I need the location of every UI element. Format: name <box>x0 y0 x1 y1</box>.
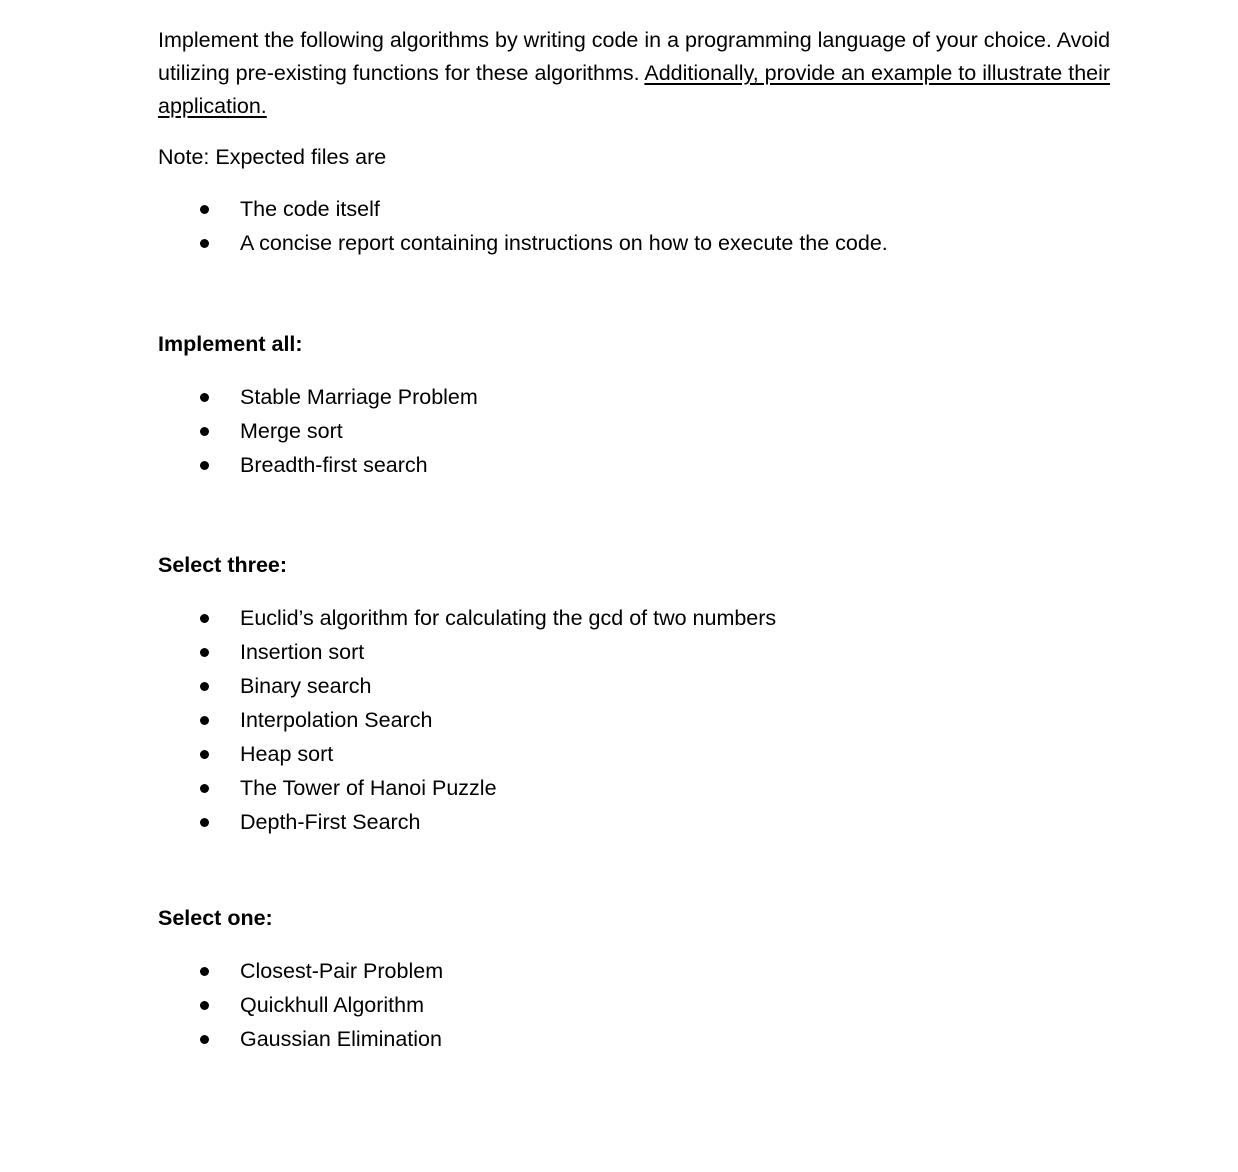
list-item-label: The code itself <box>240 197 380 221</box>
implement-all-list <box>158 380 1158 482</box>
list-item <box>158 448 1158 482</box>
bullet-icon <box>200 1001 209 1010</box>
list-item-label: Binary search <box>240 674 372 698</box>
list-item-label: Heap sort <box>240 742 334 766</box>
list-item-label: Closest-Pair Problem <box>240 959 444 983</box>
list-item-label: Interpolation Search <box>240 708 433 732</box>
list-item <box>158 954 1158 988</box>
bullet-icon <box>200 205 209 214</box>
list-item <box>158 703 1158 737</box>
list-item <box>158 771 1158 805</box>
list-item-label: The Tower of Hanoi Puzzle <box>240 776 497 800</box>
list-item <box>158 669 1158 703</box>
list-item <box>158 192 1158 226</box>
bullet-icon <box>200 1035 209 1044</box>
intro-paragraph <box>158 24 1158 123</box>
list-item-label: A concise report containing instructions on how to execute the code. <box>240 231 888 255</box>
list-item <box>158 226 1158 260</box>
bullet-icon <box>200 818 209 827</box>
bullet-icon <box>200 614 209 623</box>
list-item-label: Breadth-first search <box>240 453 428 477</box>
implement-all-heading: Implement all: <box>158 332 303 356</box>
note-text: Note: Expected files are <box>158 145 387 169</box>
list-item-label: Quickhull Algorithm <box>240 993 425 1017</box>
select-three-heading: Select three: <box>158 553 288 577</box>
bullet-icon <box>200 393 209 402</box>
list-item <box>158 635 1158 669</box>
list-item-label: Stable Marriage Problem <box>240 385 478 409</box>
list-item <box>158 414 1158 448</box>
bullet-icon <box>200 784 209 793</box>
document-page <box>158 24 1158 1056</box>
list-item-label: Depth-First Search <box>240 810 421 834</box>
bullet-icon <box>200 427 209 436</box>
list-item <box>158 380 1158 414</box>
list-item-label: Gaussian Elimination <box>240 1027 442 1051</box>
expected-files-list <box>158 192 1158 260</box>
list-item <box>158 988 1158 1022</box>
bullet-icon <box>200 239 209 248</box>
list-item-label: Merge sort <box>240 419 343 443</box>
intro-underlined-text: Additionally, provide an example to illustrate their application. <box>158 61 1111 118</box>
bullet-icon <box>200 716 209 725</box>
bullet-icon <box>200 461 209 470</box>
bullet-icon <box>200 648 209 657</box>
bullet-icon <box>200 750 209 759</box>
list-item <box>158 1022 1158 1056</box>
select-one-heading: Select one: <box>158 906 273 930</box>
bullet-icon <box>200 682 209 691</box>
bullet-icon <box>200 967 209 976</box>
list-item <box>158 601 1158 635</box>
select-one-list <box>158 954 1158 1056</box>
list-item <box>158 805 1158 839</box>
list-item-label: Insertion sort <box>240 640 365 664</box>
intro-text: Implement the following algorithms by writing code in a programming language of your choice. Avoid utilizing pre-existing functions for these algorithms. <box>158 28 1111 85</box>
select-three-list <box>158 601 1158 839</box>
list-item-label: Euclid’s algorithm for calculating the gcd of two numbers <box>240 606 777 630</box>
list-item <box>158 737 1158 771</box>
